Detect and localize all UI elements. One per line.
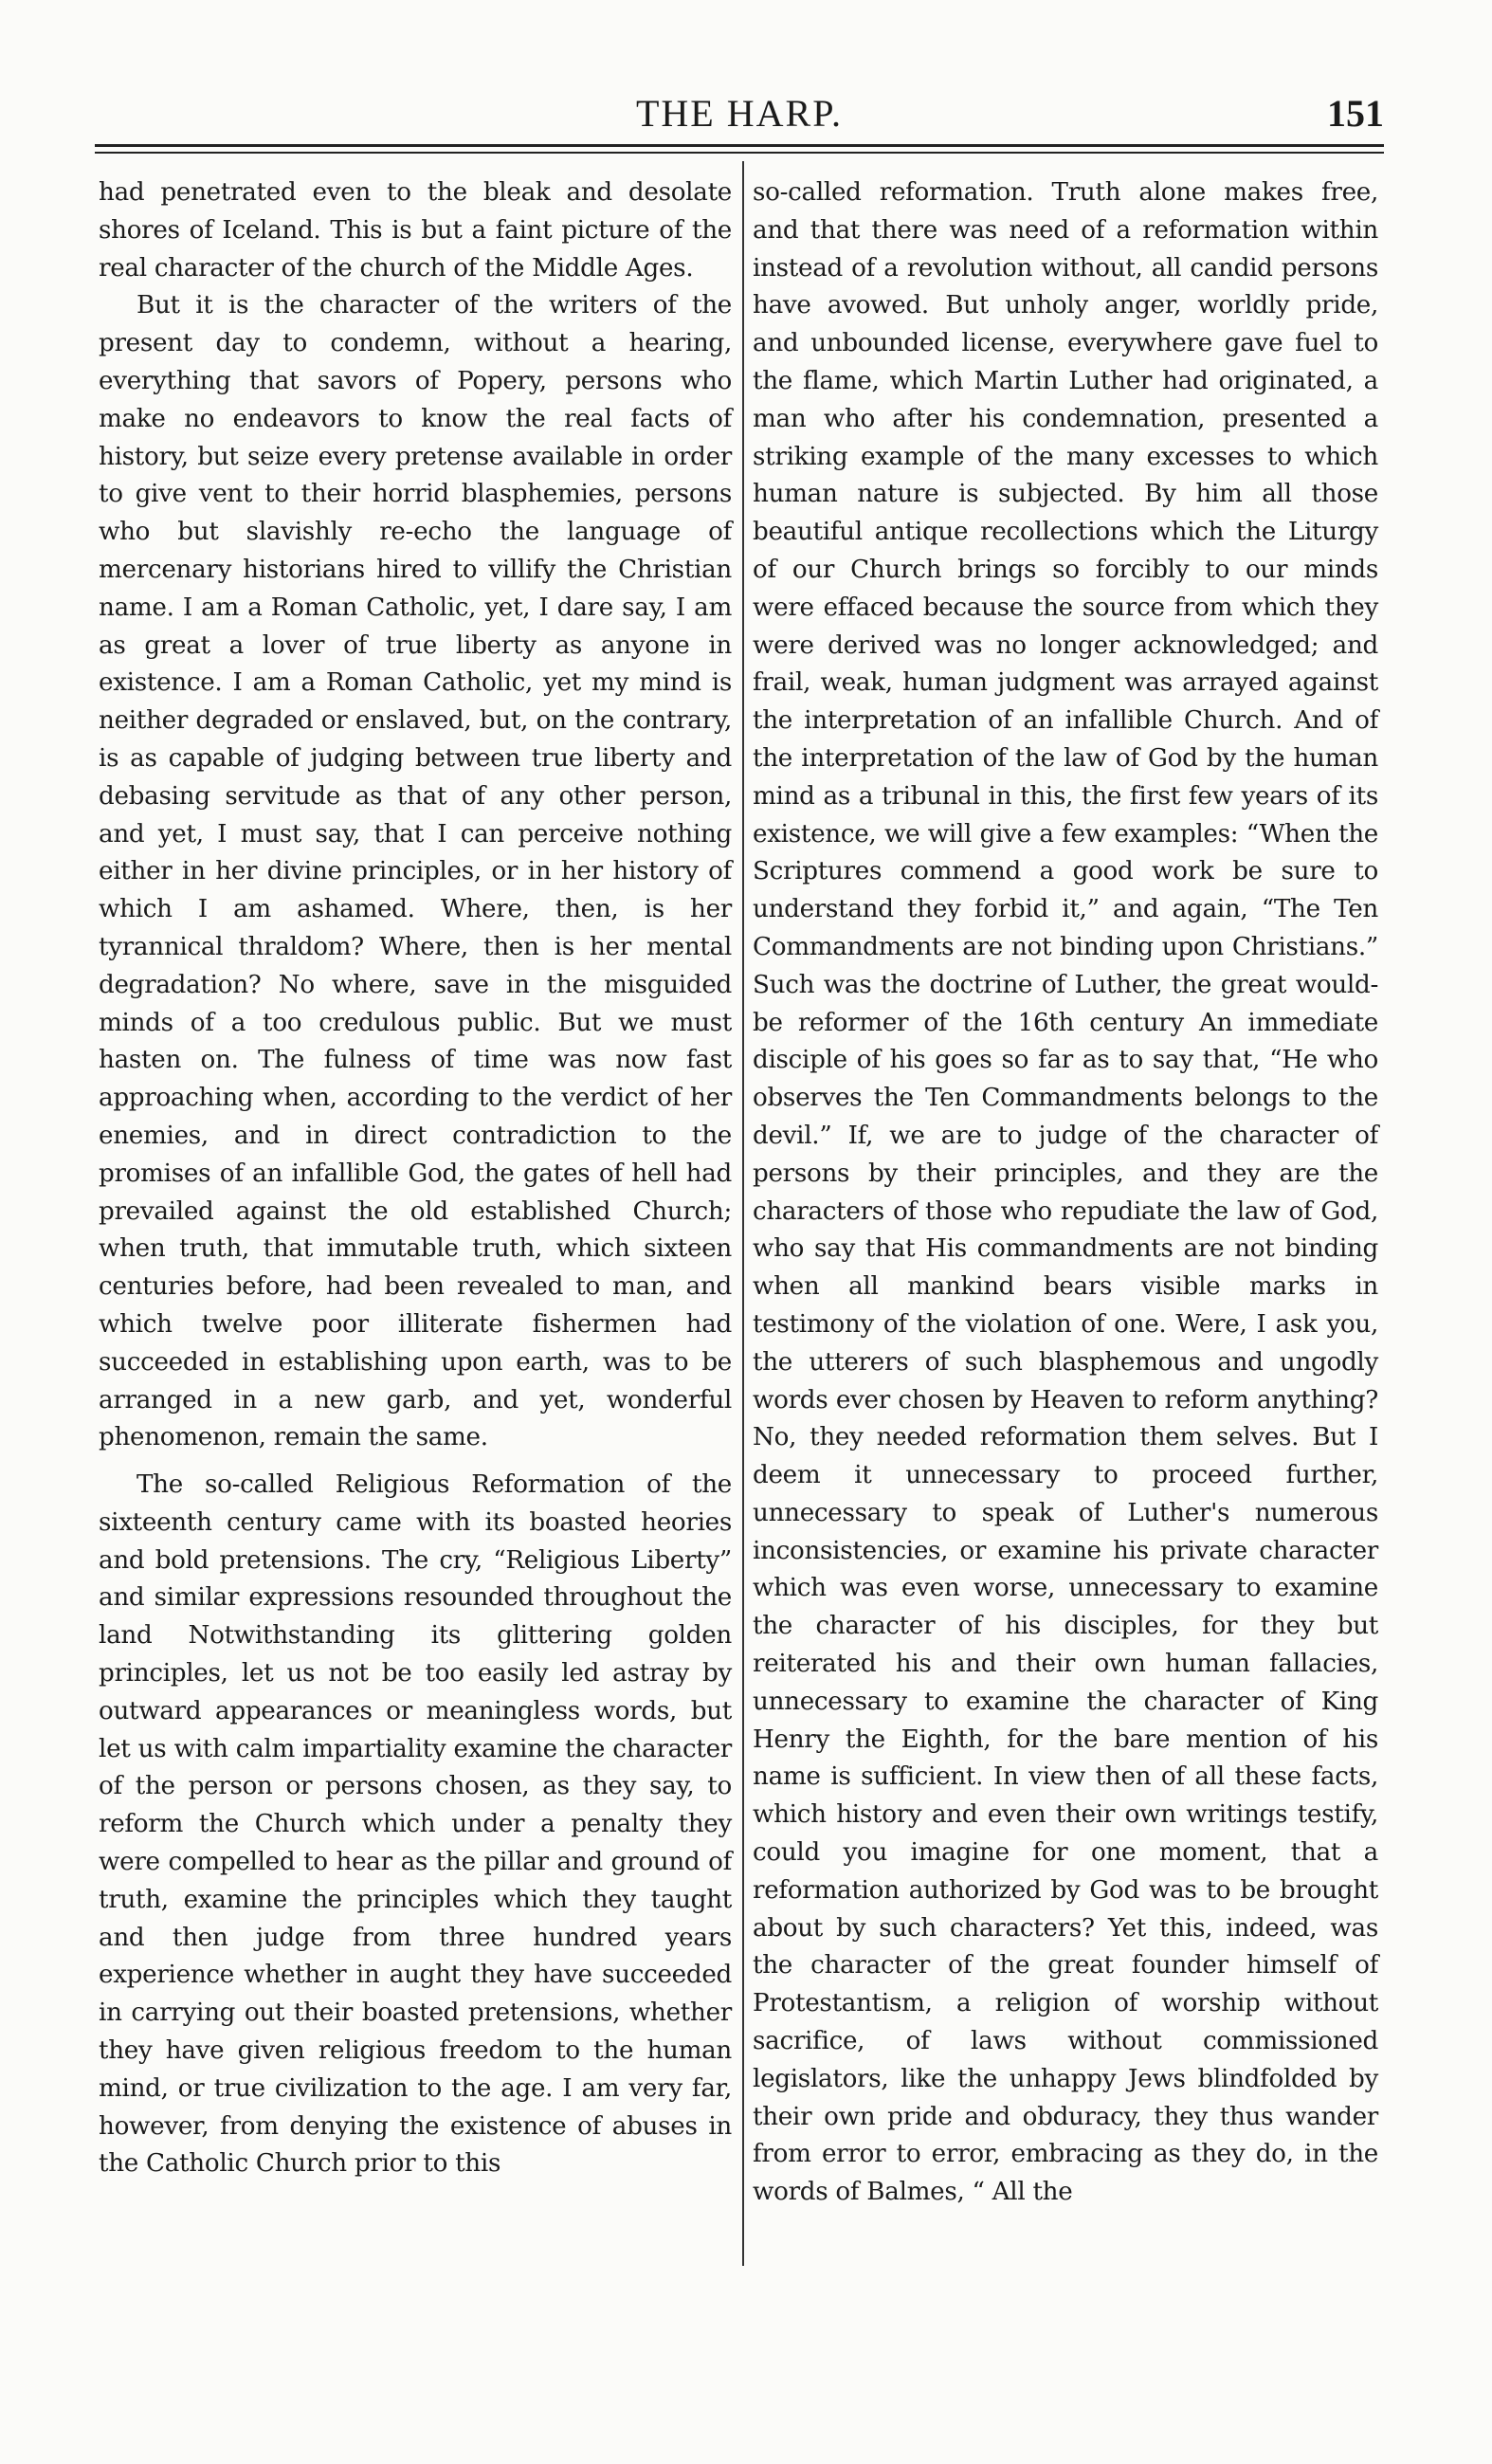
running-head bbox=[95, 91, 1384, 148]
left-paragraph-3: The so-called Religious Reformation of the sixteenth century came with its boasted heories and bold pretensions. The cry, “Religious Liberty” and similar expressions resounded throughout the land Notwithstanding its glittering golden principles, let us not be too easily led astray by outward appearances or meaningless words, but let us with calm impartiality examine the character of the person or persons chosen, as they say, to reform the Church which under a penalty they were compelled to hear as the pillar and ground of truth, examine the principles which they taught and then judge from three hundred years experience whether in aught they have succeeded in carrying out their boasted pretensions, whether they have given religious freedom to the human mind, or true civilization to the age. I am very far, however, from denying the existence of abuses in the Catholic Church prior to this bbox=[99, 1470, 732, 2179]
right-column bbox=[753, 174, 1378, 2212]
right-paragraph-1: so-called reformation. Truth alone makes free, and that there was need of a reformation within instead of a revolution without, all candid persons have avowed. But unholy anger, worldly pride, and unbounded license, everywhere gave fuel to the flame, which Martin Luther had originated, a man who after his condemnation, presented a striking example of the many excesses to which human nature is subjected. By him all those beautiful antique recollections which the Liturgy of our Church brings so forcibly to our minds were effaced because the source from which they were derived was no longer acknowledged; and frail, weak, human judgment was arrayed against the interpretation of an infallible Church. And of the interpretation of the law of God by the human mind as a tribunal in this, the first few years of its existence, we will give a few examples: “When the Scriptures commend a good work be sure to understand they forbid it,” and again, “The Ten Commandments are not binding upon Christians.” Such was the doctrine of Luther, the great would-be reformer of the 16th century An immediate disciple of his goes so far as to say that, “He who observes the Ten Commandments belongs to the devil.” If, we are to judge of the character of persons by their principles, and they are the characters of those who repudiate the law of God, who say that His commandments are not binding when all mankind bears visible marks in testimony of the violation of one. Were, I ask you, the utterers of such blasphemous and ungodly words ever chosen by Heaven to reform anything? No, they needed reformation them selves. But I deem it unnecessary to proceed further, unnecessary to speak of Luther's numerous inconsistencies, or examine his private character which was even worse, unnecessary to examine the character of his disciples, for they but reiterated his and their own human fallacies, unnecessary to examine the character of King Henry the Eighth, for the bare mention of his name is sufficient. In view then of all these facts, which history and even their own writings testify, could you imagine for one moment, that a reformation authorized by God was to be brought about by such characters? Yet this, indeed, was the character of the great founder himself of Protestantism, a religion of worship without sacrifice, of laws without commissioned legislators, like the unhappy Jews blindfolded by their own pride and obduracy, they thus wander from error to error, embracing as they do, in the words of Balmes, “ All the bbox=[753, 178, 1378, 2207]
left-paragraph-1: had penetrated even to the bleak and desolate shores of Iceland. This is but a faint picture of the real character of the church of the Middle Ages. bbox=[99, 178, 732, 283]
page-number: 151 bbox=[1327, 92, 1384, 135]
left-column bbox=[99, 174, 732, 2183]
header-rule-thick bbox=[95, 144, 1384, 147]
column-divider bbox=[742, 161, 744, 2266]
header-rule-thin bbox=[95, 152, 1384, 154]
journal-title: THE HARP. bbox=[635, 92, 844, 135]
left-paragraph-2: But it is the character of the writers of the present day to condemn, without a hearing, everything that savors of Popery, persons who make no endeavors to know the real facts of history, but seize every pretense available in order to give vent to their horrid blasphemies, persons who but slavishly re-echo the language of mercenary historians hired to villify the Christian name. I am a Roman Catholic, yet, I dare say, I am as great a lover of true liberty as anyone in existence. I am a Roman Catholic, yet my mind is neither degraded or enslaved, but, on the contrary, is as capable of judging between true liberty and debasing servitude as that of any other person, and yet, I must say, that I can perceive nothing either in her divine principles, or in her history of which I am ashamed. Where, then, is her tyrannical thraldom? Where, then is her mental degradation? No where, save in the misguided minds of a too credulous public. But we must hasten on. The fulness of time was now fast approaching when, according to the verdict of her enemies, and in direct contradiction to the promises of an infallible God, the gates of hell had prevailed against the old established Church; when truth, that immutable truth, which sixteen centuries before, had been revealed to man, and which twelve poor illiterate fishermen had succeeded in establishing upon earth, was to be arranged in a new garb, and yet, wonderful phenomenon, remain the same. bbox=[99, 291, 732, 1452]
